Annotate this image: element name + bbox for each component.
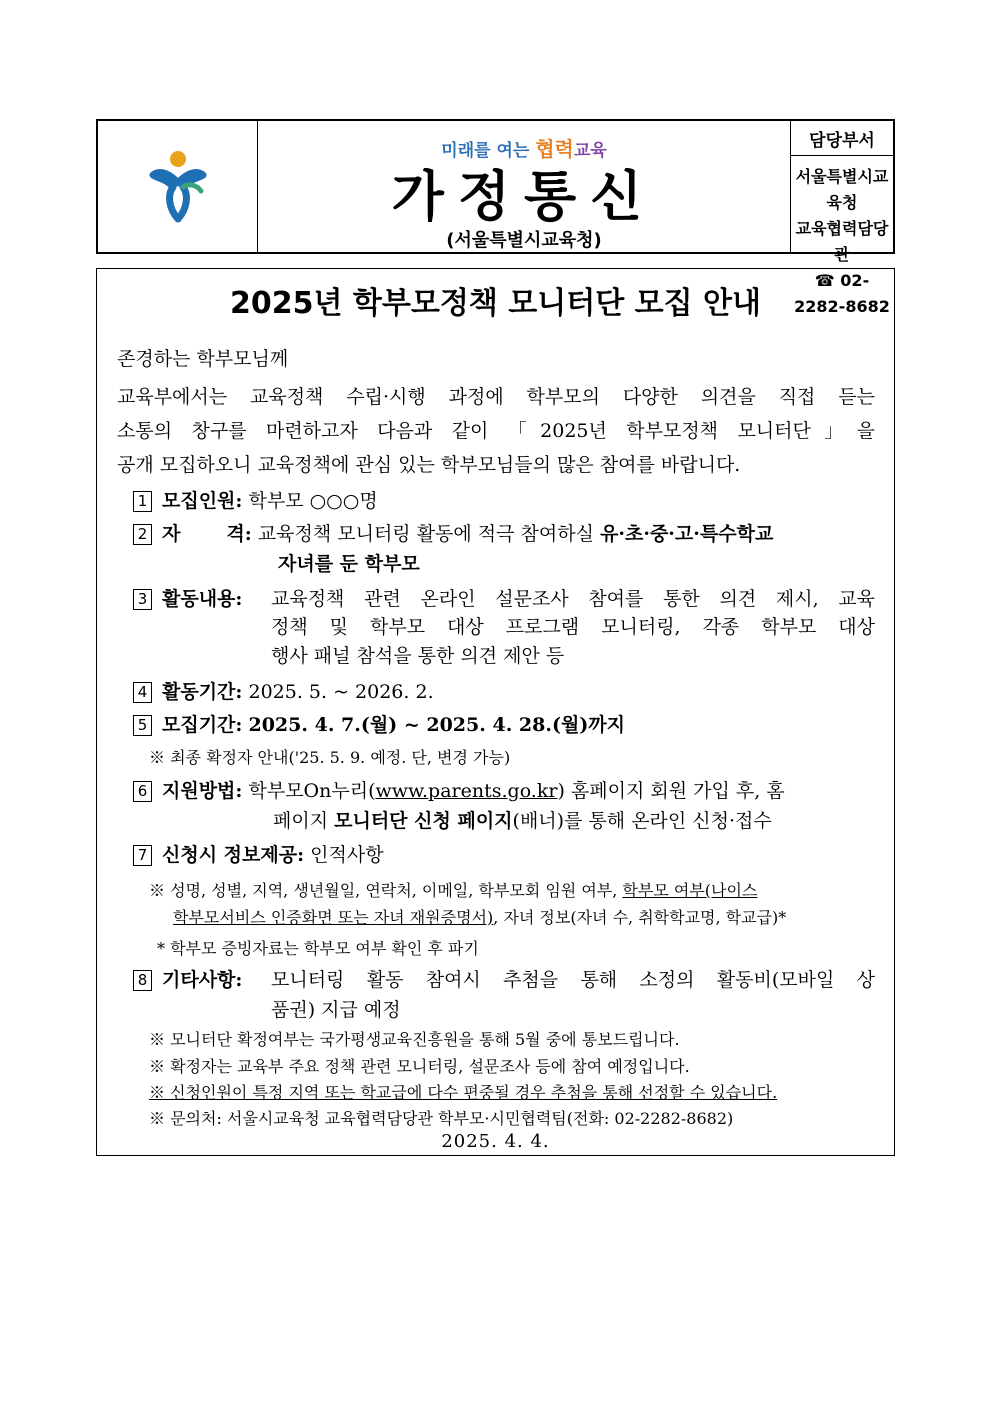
note-text: ※ 성명, 성별, 지역, 생년월일, 연락처, 이메일, 학부모회 임원 여부, [149, 881, 623, 900]
logo-cell [98, 121, 258, 252]
item-number: 7 [133, 845, 152, 866]
greeting: 존경하는 학부모님께 [117, 348, 289, 370]
item-activity-line3: 행사 패널 참석을 통한 의견 제안 등 [271, 645, 565, 667]
item-activity-line2: 정책 및 학부모 대상 프로그램 모니터링, 각종 학부모 대상 [271, 616, 875, 638]
item-recruit-period [133, 713, 625, 737]
item-recruit-note: ※ 최종 확정자 안내('25. 5. 9. 예정. 단, 변경 가능) [149, 748, 511, 767]
item-label-a: 자 [162, 523, 181, 545]
newsletter-subtitle: (서울특별시교육청) [446, 230, 602, 251]
item-activity-line1: 교육정책 관련 온라인 설문조사 참여를 통한 의견 제시, 교육 [271, 588, 875, 610]
footnote-2: ※ 확정자는 교육부 주요 정책 관련 모니터링, 설문조사 등에 참여 예정입니다. [149, 1057, 690, 1076]
dept-office: 서울특별시교육청 [795, 167, 889, 212]
item-number: 1 [133, 491, 152, 512]
item-qualification-line2: 자녀를 둔 학부모 [278, 553, 420, 575]
item-etc [133, 968, 242, 992]
item-text: 인적사항 [310, 844, 384, 866]
seoul-education-logo-icon [143, 149, 213, 225]
item-number: 6 [133, 781, 152, 802]
note-text: , 자녀 정보(자녀 수, 취학학교명, 학교급)* [493, 908, 787, 927]
item-label: 활동기간: [162, 681, 243, 703]
item-label: 활동내용: [162, 588, 243, 610]
intro-line-1: 교육부에서는 교육정책 수립·시행 과정에 학부모의 다양한 의견을 직접 듣는 [117, 386, 875, 408]
item-text-b: (배너)를 통해 온라인 신청·접수 [512, 810, 772, 832]
item-label: 모집인원: [162, 490, 243, 512]
dept-label: 담당부서 [791, 121, 893, 156]
item-etc-line1: 모니터링 활동 참여시 추첨을 통해 소정의 활동비(모바일 상 [271, 969, 875, 991]
parents-site-link[interactable]: www.parents.go.kr [375, 780, 558, 802]
item-text: 학부모 ○○○명 [248, 490, 378, 512]
item-etc-line2: 품권) 지급 예정 [271, 999, 401, 1021]
item-label: 모집기간: [162, 714, 243, 736]
item-number: 4 [133, 682, 152, 703]
notice-body [96, 268, 895, 1156]
item-info-provision [133, 843, 384, 867]
item-info-note2 [173, 906, 786, 930]
item-number: 2 [133, 524, 152, 545]
dept-cell [791, 121, 893, 316]
phone-number: 02-2282-8682 [794, 271, 890, 316]
item-text: 2025. 5. ~ 2026. 2. [248, 681, 434, 703]
item-number: 5 [133, 715, 152, 736]
slogan-part3: 교육 [573, 141, 607, 161]
item-bold-text: 모니터단 신청 페이지 [334, 810, 513, 832]
item-activity [133, 587, 242, 611]
item-apply-method [133, 779, 785, 803]
item-label: 지원방법: [162, 780, 243, 802]
item-text-b: ) 홈페이지 회원 가입 후, 홈 [557, 780, 785, 802]
issue-date: 2025. 4. 4. [441, 1131, 550, 1152]
item-qualification [133, 522, 773, 546]
intro-line-2: 소통의 창구를 마련하고자 다음과 같이 「2025년 학부모정책 모니터단」을 [117, 420, 875, 442]
newsletter-title: 가정통신 [391, 165, 657, 228]
dept-division: 교육협력담당관 [795, 219, 889, 264]
note-underlined: 학부모 여부(나이스 [622, 881, 758, 900]
item-text: 교육정책 모니터링 활동에 적극 참여하실 [257, 523, 594, 545]
item-label: 기타사항: [162, 969, 243, 991]
slogan-part2: 협력 [535, 137, 574, 161]
footnote-1: ※ 모니터단 확정여부는 국가평생교육진흥원을 통해 5월 중에 통보드립니다. [149, 1030, 680, 1049]
item-info-note1 [149, 879, 757, 903]
item-text-a: 학부모On누리( [248, 780, 376, 802]
item-bold-text: 유·초·중·고·특수학교 [600, 523, 774, 545]
item-info-note3: * 학부모 증빙자료는 학부모 여부 확인 후 파기 [157, 939, 479, 958]
intro-line-3: 공개 모집하오니 교육정책에 관심 있는 학부모님들의 많은 참여를 바랍니다. [117, 454, 741, 476]
note-underlined: 학부모서비스 인증화면 또는 자녀 재원증명서) [173, 908, 494, 927]
item-text: 2025. 4. 7.(월) ~ 2025. 4. 28.(월)까지 [248, 714, 626, 736]
title-cell [258, 121, 791, 252]
item-text-a: 페이지 [273, 810, 335, 832]
footnote-3: ※ 신청인원이 특정 지역 또는 학교급에 다수 편중될 경우 추첨을 통해 선정할 수 있습니다. [149, 1083, 778, 1102]
item-apply-method-line2 [273, 809, 772, 833]
phone-icon: ☎ [814, 271, 835, 290]
footnote-4: ※ 문의처: 서울시교육청 교육협력담당관 학부모·시민협력팀(전화: 02-2282-8682) [149, 1109, 734, 1128]
slogan [258, 133, 790, 162]
doc-title: 2025년 학부모정책 모니터단 모집 안내 [230, 286, 761, 321]
item-recruit-count [133, 489, 378, 513]
slogan-part1: 미래를 여는 [441, 141, 536, 161]
item-number: 8 [133, 970, 152, 991]
item-number: 3 [133, 589, 152, 610]
item-label-b: 격: [226, 523, 252, 545]
item-label: 신청시 정보제공: [162, 844, 305, 866]
item-period [133, 680, 434, 704]
